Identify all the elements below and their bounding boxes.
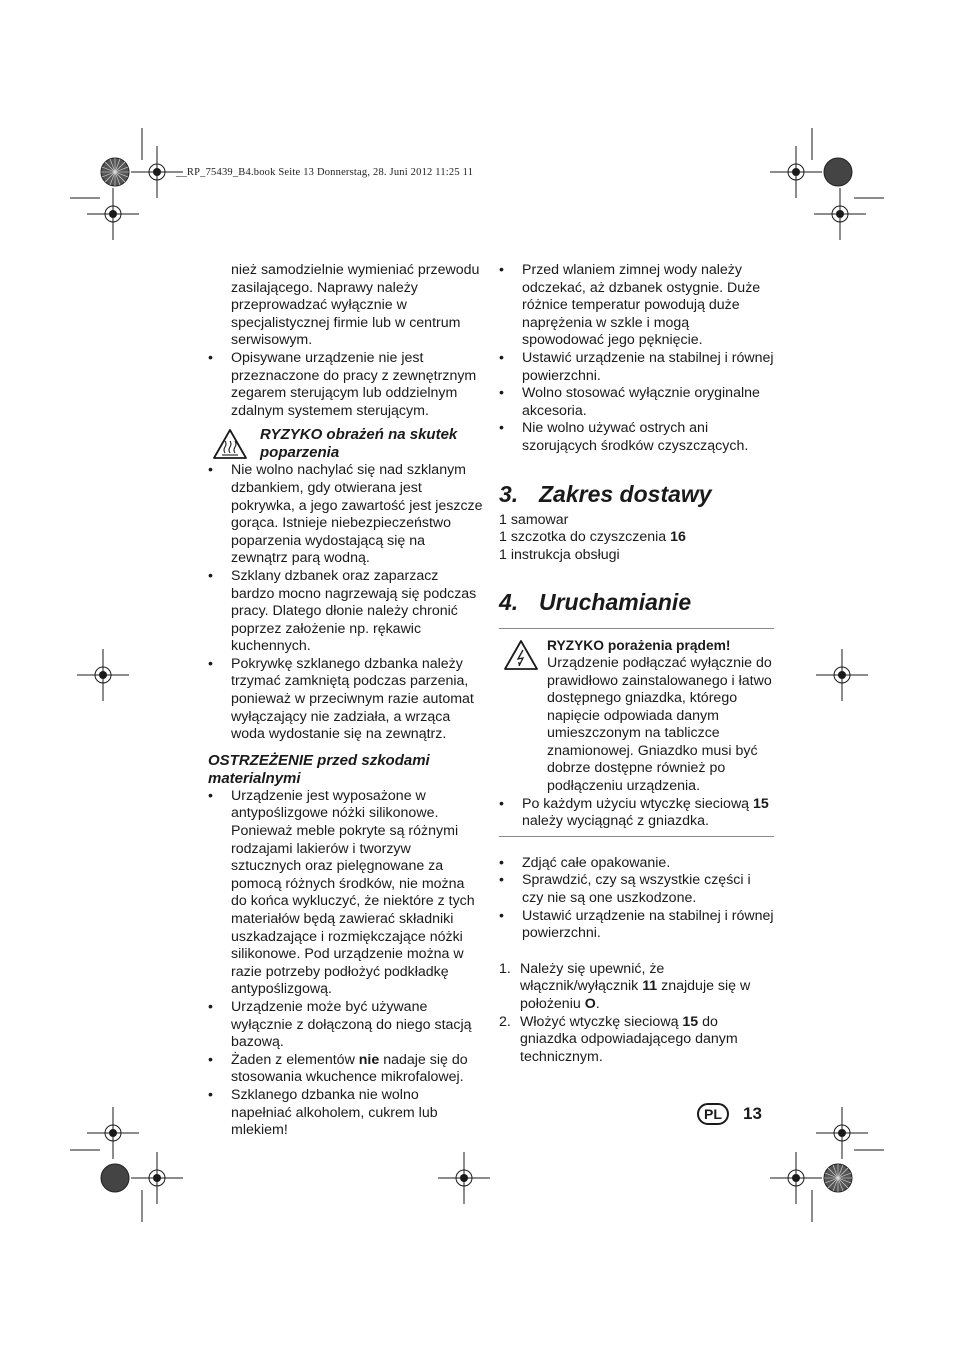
hot-surface-warning-icon [212,428,248,460]
list-item: • Żaden z elementów nie nadaje się do stosowania wkuchence mikrofalowej. [208,1052,483,1087]
language-badge: PL [697,1103,729,1125]
list-item: • Opisywane urządzenie nie jest przeznaczone do pracy z zewnętrznym zegarem sterującym lub oddzielnym zdalnym systemem sterującym. [208,350,483,420]
page-footer [697,1103,762,1125]
delivery-item-manual: 1 instrukcja obsługi [499,546,620,563]
top-bullet-list [499,262,774,456]
list-item: • Ustawić urządzenie na stabilnej i równej powierzchni. [499,350,774,385]
damage-warning-title: OSTRZEŻENIE przed szkodami materialnymi [208,751,430,787]
electric-shock-warning-text: Urządzenie podłączać wyłącznie do prawidłowo zainstalowanego i łatwo dostępnego gniazdka, którego napięcie odpowiada danym umieszczonym na tabliczce znamionowej. Gniazdko musi być dobrze dostępne również po podłączeniu urządzenia. [547,654,772,795]
list-item: • Urządzenie może być używane wyłącznie z dołączoną do niego stacją bazową. [208,999,483,1052]
list-item: • Nie wolno używać ostrych ani szorujących środków czyszczących. [499,420,774,455]
electric-shock-warning-icon [503,639,539,671]
setup-steps-list [499,961,774,1067]
section-4-heading: 4. Uruchamianie [499,589,692,616]
page-number: 13 [743,1104,762,1123]
list-item: • Szklanego dzbanka nie wolno napełniać alkoholem, cukrem lub mlekiem! [208,1087,483,1140]
burn-warning [208,426,483,462]
list-item: • Nie wolno nachylać się nad szklanym dzbankiem, gdy otwierana jest pokrywka, a jego zawartość jest jeszcze gorąca. Istnieje niebezpieczeństwo poparzenia wydostającą się na zewnątrz parą wodną. [208,462,483,568]
list-item: 2. Włożyć wtyczkę sieciową 15 do gniazdka odpowiadającego danym technicznym. [499,1013,738,1065]
setup-bullet-list [499,855,774,943]
right-column [499,262,774,1066]
electric-shock-warning-title: RYZYKO porażenia prądem! [547,638,731,654]
damage-bullet-list [208,788,483,1140]
burn-warning-title: RYZYKO obrażeń na skutek poparzenia [260,426,458,462]
list-item: • Wolno stosować wyłącznie oryginalne akcesoria. [499,385,774,420]
left-column [208,262,483,1140]
list-item: • Sprawdzić, czy są wszystkie części i czy nie są one uszkodzone. [499,872,774,907]
burn-bullet-list [208,462,483,744]
list-item: • Pokrywkę szklanego dzbanka należy trzymać zamkniętą podczas parzenia, ponieważ w przeciwnym razie automat wyłączający nie zadziała, a wrząca woda wydostanie się na zewnątrz. [208,656,483,744]
book-file-header: __RP_75439_B4.book Seite 13 Donnerstag, 28. Juni 2012 11:25 11 [176,167,474,178]
list-item: • Po każdym użyciu wtyczkę sieciową 15 należy wyciągnąć z gniazdka. [499,796,774,831]
list-item: • Urządzenie jest wyposażone w antypoślizgowe nóżki silikonowe. Ponieważ meble pokryte są różnymi rodzajami lakierów i tworzyw sztucznych oraz pielęgnowane za pomocą różnych środków, nie można do końca wykluczyć, że niektóre z tych materiałów będą zawierać składniki uszkadzające i rozmiękczające nóżki silikonowe. Pod urządzenie można w razie potrzeby podłożyć podkładkę antypoślizgową. [208,788,483,999]
list-item: 1. Należy się upewnić, że włącznik/wyłącznik 11 znajduje się w położeniu O. [499,960,751,1012]
list-item: • Zdjąć całe opakowanie. [499,855,774,873]
intro-bullet-list [208,350,483,420]
delivery-item-samovar: 1 samowar [499,511,569,528]
electric-shock-warning [499,637,774,795]
delivery-item-brush: 1 szczotka do czyszczenia 16 [499,529,686,546]
list-item: • Ustawić urządzenie na stabilnej i równej powierzchni. [499,908,774,943]
list-item: • Przed wlaniem zimnej wody należy odczekać, aż dzbanek ostygnie. Duże różnice temperatur powodują duże naprężenia w szkle i mogą spowodować jego pęknięcie. [499,262,774,350]
intro-continuation: nież samodzielnie wymieniać przewodu zasilającego. Naprawy należy przeprowadzać wyłącznie w specjalistycznej firmie lub w centrum serwisowym. [231,262,480,349]
list-item: • Szklany dzbanek oraz zaparzacz bardzo mocno nagrzewają się podczas pracy. Dlatego dłonie należy chronić poprzez założenie np. rękawic kuchennych. [208,568,483,656]
box-bullet-list [499,796,774,831]
electric-shock-warning-box [499,628,774,837]
section-3-heading: 3. Zakres dostawy [499,480,712,507]
